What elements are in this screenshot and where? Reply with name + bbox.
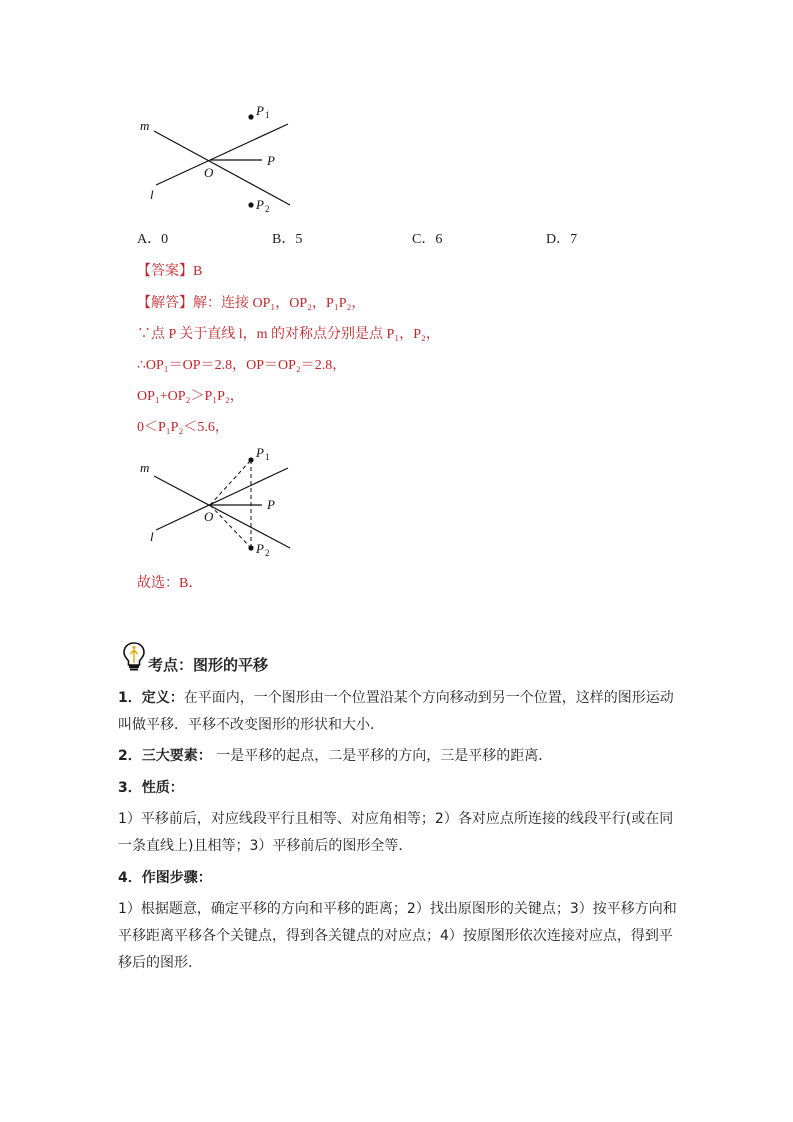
label-p: P [267,153,275,168]
section-definition [118,685,678,739]
label-p2-sub: 2 [265,548,270,558]
figure-1 [130,95,310,220]
label-p2: P [256,541,264,556]
steps-heading: 4．作图步骤： [118,870,212,886]
point-p2 [248,202,253,207]
point-p1 [248,114,253,119]
definition-body: 在平面内，一个图形由一个位置沿某个方向移动到另一个位置，这样的图形运动叫做平移．平移不改变图形的形状和大小． [118,690,674,733]
figure-2 [130,440,310,565]
solution-line-3: ∴OP₁＝OP＝2.8，OP＝OP₂＝2.8， [137,358,347,373]
section-properties-heading [118,775,678,802]
label-l: l [150,187,154,202]
label-p1: P [256,445,264,460]
label-p: P [267,497,275,512]
line-m [154,131,290,205]
definition-heading: 1．定义： [118,690,184,706]
solution-line-2: ∵点 P 关于直线 l，m 的对称点分别是点 P₁，P₂， [137,327,440,342]
label-m: m [140,118,150,133]
section-steps-heading [118,865,678,892]
option-a: A．0 [137,232,169,247]
solution-line-4: OP₁+OP₂＞P₁P₂， [137,389,244,404]
line-m [154,476,290,548]
kaodian-title: 考点：图形的平移 [148,656,269,674]
section-three-elements [118,743,678,770]
steps-body: 1）根据题意，确定平移的方向和平移的距离；2）找出原图形的关键点；3）按平移方向和平移距离平移各个关键点，得到各关键点的对应点；4）按原图形依次连接对应点，得到平移后的图形． [118,901,677,971]
three-elements-body: 一是平移的起点，二是平移的方向，三是平移的距离． [211,748,553,764]
label-l: l [150,529,154,544]
properties-heading: 3．性质： [118,780,184,796]
dashed-op1 [210,460,251,505]
solution-line-1: 【解答】解：连接 OP₁，OP₂，P₁P₂， [137,296,366,311]
answer-line: 【答案】B [137,264,203,279]
lightbulb-icon [122,641,146,673]
label-m: m [140,460,150,475]
option-b: B．5 [272,232,303,247]
label-p2-sub: 2 [265,204,270,214]
properties-body: 1）平移前后，对应线段平行且相等、对应角相等；2）各对应点所连接的线段平行(或在同一条直线上)且相等；3）平移前后的图形全等． [118,811,674,854]
point-p1 [248,457,253,462]
label-o: O [204,509,214,524]
three-elements-heading: 2．三大要素： [118,748,212,764]
label-p1-sub: 1 [265,110,270,120]
point-p2 [248,545,253,550]
conclusion-line: 故选：B． [137,576,203,591]
label-p2: P [256,197,264,212]
label-o: O [204,165,214,180]
dashed-op2 [210,505,251,548]
solution-line-5: 0＜P₁P₂＜5.6， [137,420,229,435]
label-p1: P [256,103,264,118]
option-c: C．6 [412,232,443,247]
option-d: D．7 [546,232,578,247]
label-p1-sub: 1 [265,452,270,462]
